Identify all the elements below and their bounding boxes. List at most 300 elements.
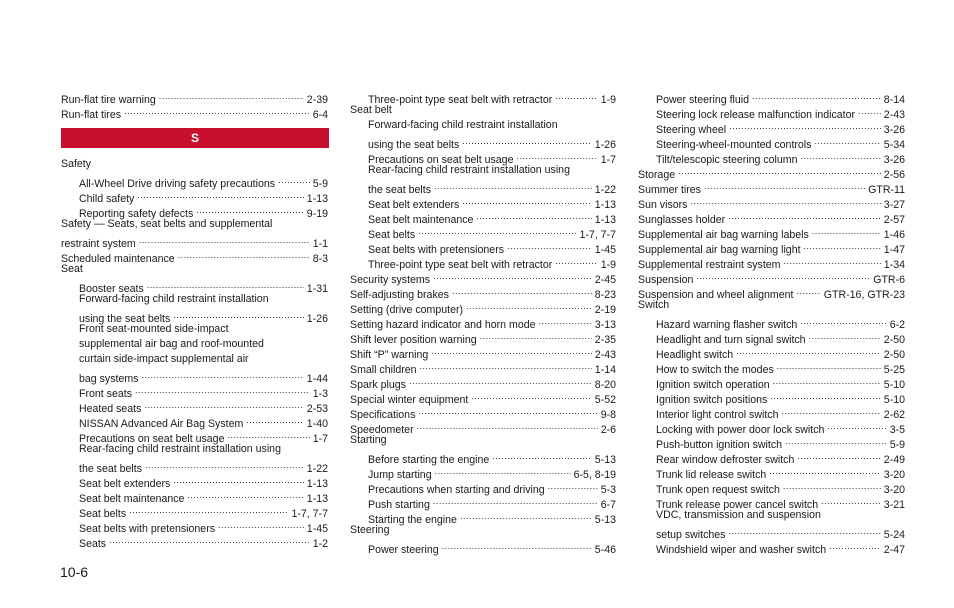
index-entry-page: 1-22 (594, 184, 616, 196)
index-entry-text: Starting (350, 434, 387, 446)
index-entry (638, 508, 905, 523)
index-entry-page: 1-3 (312, 388, 328, 400)
index-entry-page: 8-14 (883, 94, 905, 106)
index-entry-text: Seat belts (79, 508, 127, 520)
index-entry-text: Jump starting (368, 469, 432, 481)
index-entry (638, 223, 905, 241)
index-entry (350, 103, 616, 118)
index-entry-page: 5-3 (600, 484, 616, 496)
index-entry-page: 2-50 (883, 349, 905, 361)
index-entry (638, 538, 905, 556)
index-entry (638, 478, 905, 496)
index-entry-page: 1-45 (594, 244, 616, 256)
dot-leader (796, 283, 820, 298)
dot-leader (507, 238, 592, 253)
dot-leader (145, 457, 304, 472)
index-entry-text: Rear-facing child restraint installation using (368, 164, 570, 176)
index-entry (61, 382, 328, 400)
index-entry (350, 118, 616, 133)
index-entry-page: 6-2 (889, 319, 905, 331)
index-entry-text: Precautions on seat belt usage (368, 154, 514, 166)
dot-leader (678, 163, 881, 178)
index-entry-page: 5-46 (594, 544, 616, 556)
dot-leader (800, 313, 886, 328)
dot-leader (196, 202, 304, 217)
index-entry-page: 2-57 (883, 214, 905, 226)
dot-leader (728, 523, 880, 538)
index-entry-page: 1-13 (306, 493, 328, 505)
index-entry (350, 448, 616, 466)
page-number: 10-6 (60, 564, 89, 580)
index-entry-text: Trunk lid release switch (656, 469, 767, 481)
dot-leader (480, 328, 592, 343)
dot-leader (471, 388, 591, 403)
index-entry-text: Forward-facing child restraint installation (79, 293, 269, 305)
index-entry-page: 1-34 (883, 259, 905, 271)
dot-leader (278, 172, 310, 187)
dot-leader (736, 343, 881, 358)
dot-leader (769, 463, 881, 478)
index-entry-text: Starting the engine (368, 514, 457, 526)
dot-leader (752, 88, 881, 103)
index-entry-page: 9-19 (306, 208, 328, 220)
index-entry-text: Shift lever position warning (350, 334, 477, 346)
index-entry-page: 1-31 (306, 283, 328, 295)
index-entry (638, 103, 905, 121)
dot-leader (173, 472, 304, 487)
index-entry-page: 2-39 (306, 94, 328, 106)
index-entry-page: 2-47 (883, 544, 905, 556)
index-entry-page: GTR-11 (868, 184, 905, 196)
index-entry (61, 367, 328, 385)
index-entry (350, 88, 616, 106)
index-entry-text: Suspension and wheel alignment (638, 289, 794, 301)
index-entry-text: Safety — Seats, seat belts and supplemental (61, 218, 273, 230)
index-entry-text: VDC, transmission and suspension (656, 509, 821, 521)
index-entry-text: Seat belt extenders (368, 199, 460, 211)
index-entry (61, 457, 328, 475)
dot-leader (409, 373, 592, 388)
index-entry-page: 1-13 (594, 199, 616, 211)
index-entry-text: Steering-wheel-mounted controls (656, 139, 812, 151)
index-entry (61, 412, 328, 430)
dot-leader (147, 277, 304, 292)
index-entry (61, 277, 328, 295)
index-entry (61, 103, 328, 121)
index-entry-text: Windshield wiper and washer switch (656, 544, 827, 556)
index-entry-text: Reporting safety defects (79, 208, 194, 220)
index-entry (350, 523, 616, 538)
dot-leader (144, 397, 303, 412)
index-entry-text: Headlight and turn signal switch (656, 334, 806, 346)
index-entry-page: 1-9 (600, 259, 616, 271)
index-entry-text: Run-flat tire warning (61, 94, 156, 106)
index-entry-page: 1-22 (306, 463, 328, 475)
index-entry-page: 5-13 (594, 454, 616, 466)
dot-leader (442, 538, 592, 553)
index-entry-page: 2-19 (594, 304, 616, 316)
index-entry-text: Scheduled maintenance (61, 253, 175, 265)
index-entry-page: 1-7, 7-7 (291, 508, 328, 520)
dot-leader (418, 223, 576, 238)
index-entry (638, 193, 905, 211)
index-entry (350, 343, 616, 361)
index-entry-text: Power steering fluid (656, 94, 750, 106)
dot-leader (433, 268, 592, 283)
index-entry-text: Sunglasses holder (638, 214, 726, 226)
dot-leader (178, 247, 310, 262)
index-entry-page: 1-47 (883, 244, 905, 256)
dot-leader (801, 148, 881, 163)
index-entry-page: 5-9 (889, 439, 905, 451)
index-entry (61, 187, 328, 205)
index-entry-page: 2-43 (883, 109, 905, 121)
dot-leader (462, 193, 592, 208)
index-entry (638, 373, 905, 391)
dot-leader (137, 187, 303, 202)
index-entry-page: 1-26 (594, 139, 616, 151)
index-entry (61, 532, 328, 550)
index-entry-page: 2-43 (594, 349, 616, 361)
dot-leader (420, 358, 592, 373)
index-entry (350, 328, 616, 346)
index-entry (350, 478, 616, 496)
dot-leader (516, 148, 597, 163)
index-entry-page: 2-53 (306, 403, 328, 415)
index-entry-text: setup switches (656, 529, 726, 541)
dot-leader (417, 418, 598, 433)
index-entry-text: Ignition switch positions (656, 394, 768, 406)
index-entry (638, 118, 905, 136)
index-entry-page: 1-7 (312, 433, 328, 445)
index-entry-text: Front seats (79, 388, 132, 400)
index-entry-page: 2-50 (883, 334, 905, 346)
index-entry-page: 3-20 (883, 484, 905, 496)
index-entry (638, 343, 905, 361)
index-entry-text: Small children (350, 364, 417, 376)
index-entry (350, 283, 616, 301)
index-entry-page: 1-14 (594, 364, 616, 376)
index-entry-text: Sun visors (638, 199, 688, 211)
index-entry (61, 472, 328, 490)
index-entry-page: 3-20 (883, 469, 905, 481)
dot-leader (555, 88, 597, 103)
index-entry-page: 1-13 (594, 214, 616, 226)
index-entry (638, 208, 905, 226)
dot-leader (827, 418, 886, 433)
index-entry-text: Seat belt extenders (79, 478, 171, 490)
index-entry-text: All-Wheel Drive driving safety precautions (79, 178, 276, 190)
dot-leader (173, 307, 304, 322)
index-entry-page: 1-2 (312, 538, 328, 550)
index-entry-text: Run-flat tires (61, 109, 122, 121)
dot-leader (784, 253, 881, 268)
index-entry-page: 5-13 (594, 514, 616, 526)
index-entry-text: Spark plugs (350, 379, 406, 391)
index-entry-text: Self-adjusting brakes (350, 289, 449, 301)
index-entry (638, 358, 905, 376)
index-entry-text: restraint system (61, 238, 136, 250)
dot-leader (218, 517, 304, 532)
index-entry-text: Hazard warning flasher switch (656, 319, 798, 331)
index-entry (350, 163, 616, 178)
index-entry (638, 268, 905, 286)
index-entry (638, 313, 905, 331)
index-entry-text: Security systems (350, 274, 431, 286)
index-entry (61, 217, 328, 232)
index-entry-text: Tilt/telescopic steering column (656, 154, 798, 166)
index-entry-page: 9-8 (600, 409, 616, 421)
index-entry-text: Front seat-mounted side-impact (79, 323, 229, 335)
index-entry (350, 508, 616, 526)
index-entry-text: Child safety (79, 193, 135, 205)
index-entry-page: 1-13 (306, 193, 328, 205)
index-entry (61, 88, 328, 106)
index-entry-text: Trunk release power cancel switch (656, 499, 819, 511)
index-entry (638, 448, 905, 466)
index-entry (61, 292, 328, 307)
index-entry-text: Setting hazard indicator and horn mode (350, 319, 536, 331)
index-entry (350, 298, 616, 316)
index-entry-text: Rear window defroster switch (656, 454, 795, 466)
index-entry-text: Summer tires (638, 184, 701, 196)
index-entry-page: 1-9 (600, 94, 616, 106)
dot-leader (728, 208, 881, 223)
dot-leader (785, 433, 887, 448)
dot-leader (129, 502, 288, 517)
index-entry (61, 322, 328, 337)
index-entry-page: 5-10 (883, 394, 905, 406)
index-entry (638, 418, 905, 436)
index-entry (638, 298, 905, 313)
index-entry-page: 1-7, 7-7 (579, 229, 616, 241)
index-entry-text: the seat belts (79, 463, 143, 475)
index-entry-text: Safety (61, 158, 92, 170)
index-entry-page: 3-26 (883, 124, 905, 136)
dot-leader (777, 358, 881, 373)
index-entry-text: Locking with power door lock switch (656, 424, 825, 436)
index-entry-page: 1-45 (306, 523, 328, 535)
dot-leader (187, 487, 303, 502)
index-entry (638, 88, 905, 106)
index-entry-text: Seat belt (350, 104, 392, 116)
dot-leader (548, 478, 598, 493)
index-entry-text: Push starting (368, 499, 430, 511)
index-entry-text: Seat belts (368, 229, 416, 241)
index-entry (61, 232, 328, 250)
dot-leader (431, 343, 591, 358)
index-entry-page: 2-45 (594, 274, 616, 286)
dot-leader (433, 493, 598, 508)
index-entry-text: supplemental air bag and roof-mounted (79, 338, 264, 350)
dot-leader (858, 103, 881, 118)
index-entry-text: Headlight switch (656, 349, 734, 361)
index-entry-text: Booster seats (79, 283, 144, 295)
index-entry-text: Before starting the engine (368, 454, 490, 466)
dot-leader (797, 448, 880, 463)
dot-leader (139, 232, 310, 247)
index-entry-page: 1-1 (312, 238, 328, 250)
index-entry (638, 133, 905, 151)
index-entry-text: using the seat belts (79, 313, 171, 325)
index-entry (61, 442, 328, 457)
index-entry-text: Three-point type seat belt with retractor (368, 259, 553, 271)
index-entry-text: Interior light control switch (656, 409, 779, 421)
index-entry-page: 1-7 (600, 154, 616, 166)
index-entry-text: Storage (638, 169, 676, 181)
index-entry (350, 148, 616, 166)
index-entry (350, 133, 616, 151)
index-entry (638, 433, 905, 451)
index-entry-text: Three-point type seat belt with retractor (368, 94, 553, 106)
index-entry-text: Seat belts with pretensioners (368, 244, 505, 256)
index-entry (61, 172, 328, 190)
index-entry (638, 283, 905, 301)
index-entry-page: 5-34 (883, 139, 905, 151)
dot-leader (246, 412, 304, 427)
index-entry-text: Ignition switch operation (656, 379, 770, 391)
index-entry-page: 3-5 (889, 424, 905, 436)
index-entry-text: Seats (79, 538, 107, 550)
index-entry-page: 5-24 (883, 529, 905, 541)
dot-leader (704, 178, 865, 193)
index-entry-page: 2-35 (594, 334, 616, 346)
index-entry-text: Precautions when starting and driving (368, 484, 545, 496)
dot-leader (809, 328, 881, 343)
index-entry-page: 2-6 (600, 424, 616, 436)
index-entry (350, 313, 616, 331)
dot-leader (476, 208, 591, 223)
index-entry-text: Supplemental air bag warning labels (638, 229, 809, 241)
dot-leader (159, 88, 304, 103)
dot-leader (135, 382, 310, 397)
index-entry (350, 193, 616, 211)
index-entry-page: 6-4 (312, 109, 328, 121)
index-entry-text: the seat belts (368, 184, 432, 196)
dot-leader (696, 268, 870, 283)
index-entry-text: Specifications (350, 409, 416, 421)
index-entry-text: Power steering (368, 544, 439, 556)
index-entry-text: Forward-facing child restraint installation (368, 119, 558, 131)
index-entry (638, 253, 905, 271)
index-entry-page: 1-44 (306, 373, 328, 385)
dot-leader (781, 403, 880, 418)
index-entry (350, 208, 616, 226)
dot-leader (462, 133, 592, 148)
index-entry-page: 3-26 (883, 154, 905, 166)
index-entry-text: Steering wheel (656, 124, 727, 136)
index-entry (638, 178, 905, 196)
index-entry-text: Seat belts with pretensioners (79, 523, 216, 535)
index-entry (638, 163, 905, 181)
dot-leader (466, 298, 592, 313)
index-entry (638, 328, 905, 346)
dot-leader (141, 367, 303, 382)
dot-leader (829, 538, 881, 553)
index-entry-text: bag systems (79, 373, 139, 385)
index-entry-page: GTR-16, GTR-23 (823, 289, 905, 301)
index-entry-page: 8-20 (594, 379, 616, 391)
index-entry (61, 337, 328, 352)
index-entry (61, 307, 328, 325)
index-entry-text: Heated seats (79, 403, 142, 415)
index-entry-page: 8-3 (312, 253, 328, 265)
index-entry-page: GTR-6 (873, 274, 905, 286)
index-entry (61, 157, 328, 172)
index-entry-page: 1-26 (306, 313, 328, 325)
index-entry-text: Special winter equipment (350, 394, 469, 406)
index-entry-page: 5-9 (312, 178, 328, 190)
index-entry-text: curtain side-impact supplemental air (79, 353, 249, 365)
index-entry (61, 517, 328, 535)
index-entry (350, 373, 616, 391)
index-entry (350, 538, 616, 556)
index-entry-page: 8-23 (594, 289, 616, 301)
index-entry (61, 247, 328, 265)
index-entry (350, 223, 616, 241)
index-entry-text: Push-button ignition switch (656, 439, 783, 451)
index-entry-text: Supplemental air bag warning light (638, 244, 801, 256)
index-entry (350, 358, 616, 376)
index-entry (61, 202, 328, 220)
index-entry-text: Supplemental restraint system (638, 259, 781, 271)
index-entry-page: 6-7 (600, 499, 616, 511)
dot-leader (460, 508, 592, 523)
dot-leader (539, 313, 592, 328)
index-entry (350, 238, 616, 256)
dot-leader (452, 283, 592, 298)
index-entry-page: 3-27 (883, 199, 905, 211)
index-entry (61, 262, 328, 277)
index-entry-page: 2-49 (883, 454, 905, 466)
index-entry-page: 1-46 (883, 229, 905, 241)
index-entry-text: Rear-facing child restraint installation using (79, 443, 281, 455)
dot-leader (690, 193, 880, 208)
index-entry (638, 493, 905, 511)
index-entry-text: Setting (drive computer) (350, 304, 464, 316)
index-entry-text: Seat belt maintenance (79, 493, 185, 505)
index-entry-text: Steering (350, 524, 390, 536)
dot-leader (492, 448, 591, 463)
dot-leader (555, 253, 597, 268)
dot-leader (418, 403, 597, 418)
index-entry (350, 178, 616, 196)
index-entry-text: Steering lock release malfunction indicator (656, 109, 856, 121)
index-entry (350, 418, 616, 436)
dot-leader (109, 532, 310, 547)
index-entry-page: 5-10 (883, 379, 905, 391)
index-entry (350, 388, 616, 406)
index-entry-page: 2-56 (883, 169, 905, 181)
dot-leader (124, 103, 310, 118)
index-entry-text: using the seat belts (368, 139, 460, 151)
index-entry-text: Precautions on seat belt usage (79, 433, 225, 445)
index-entry (61, 502, 328, 520)
index-entry-page: 3-13 (594, 319, 616, 331)
index-entry (350, 403, 616, 421)
index-entry (638, 463, 905, 481)
index-entry (638, 148, 905, 166)
index-entry (61, 397, 328, 415)
index-entry-text: Switch (638, 299, 670, 311)
index-entry (350, 463, 616, 481)
index-entry (350, 268, 616, 286)
dot-leader (814, 133, 880, 148)
dot-leader (227, 427, 309, 442)
index-entry-text: Seat (61, 263, 83, 275)
dot-leader (729, 118, 881, 133)
index-entry (61, 352, 328, 367)
